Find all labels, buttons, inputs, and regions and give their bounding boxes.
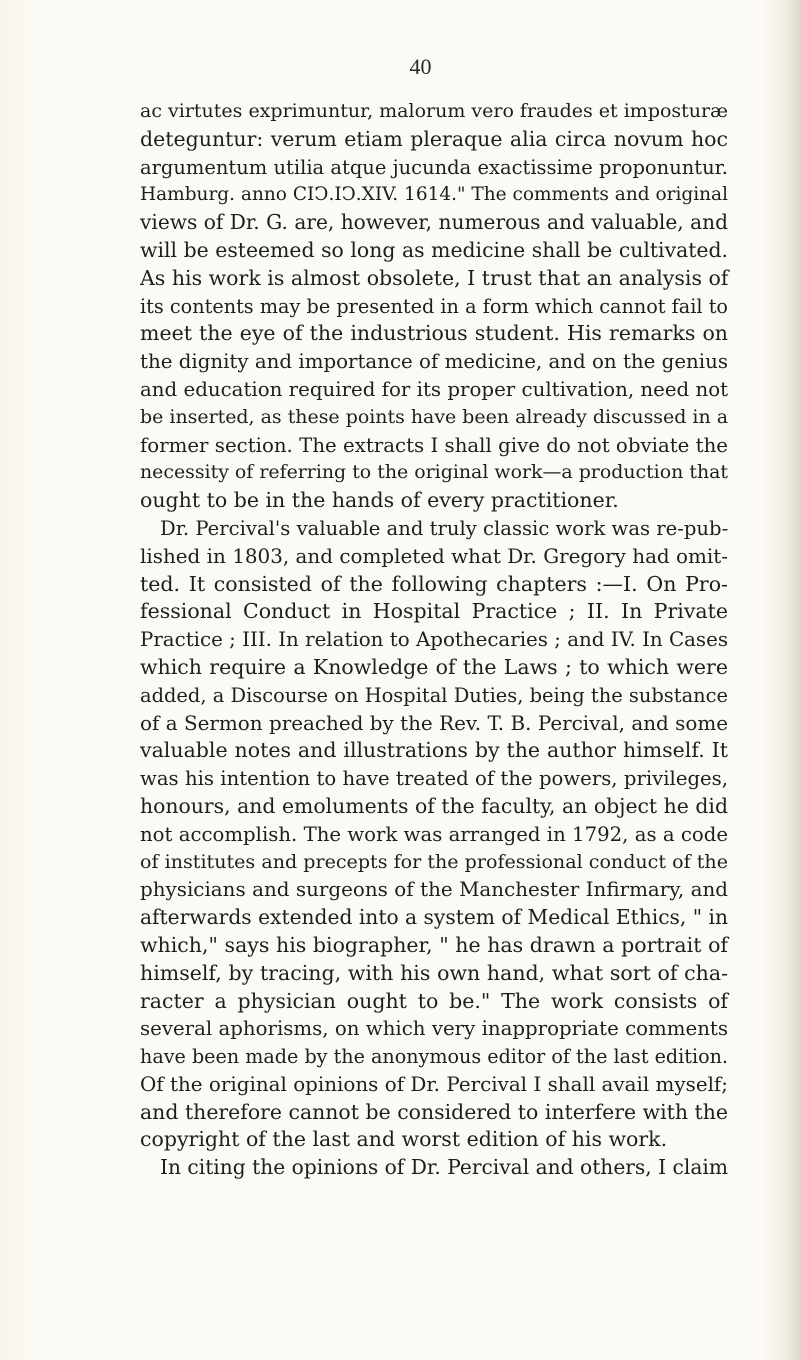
text-line: Of the original opinions of Dr. Percival I shall avail myself; [140,1072,728,1096]
text-line: racter a physician ought to be." The work consists of [140,988,728,1013]
text-line: which require a Knowledge of the Laws ; to which were [140,654,728,679]
text-line: the dignity and importance of medicine, and on the genius [140,350,728,374]
text-line: will be esteemed so long as medicine shall be cultivated. [140,237,728,262]
text-line: former section. The extracts I shall give do not obviate the [140,433,728,457]
text-line: In citing the opinions of Dr. Percival and others, I claim [160,1155,728,1180]
text-line: valuable notes and illustrations by the author himself. It [140,738,728,763]
text-line: several aphorisms, on which very inappropriate comments [140,1017,728,1041]
text-line: physicians and surgeons of the Manchester Infirmary, and [140,878,728,902]
text-line: meet the eye of the industrious student. His remarks on [140,321,728,346]
text-line: of institutes and precepts for the professional conduct of the [140,850,728,873]
text-line: fessional Conduct in Hospital Practice ; II. In Private [140,599,728,624]
text-line: As his work is almost obsolete, I trust that an analysis of [140,265,729,290]
text-line: was his intention to have treated of the powers, privileges, [140,767,728,791]
text-line: of a Sermon preached by the Rev. T. B. Percival, and some [140,711,728,735]
text-line: himself, by tracing, with his own hand, what sort of cha- [140,960,728,985]
text-line: which," says his biographer, " he has drawn a portrait of [140,932,728,957]
text-line: and education required for its proper cultivation, need not [140,377,729,401]
text-line: argumentum utilia atque jucunda exactissime proponuntur. [140,155,728,179]
text-line: not accomplish. The work was arranged in 1792, as a code [140,822,728,846]
text-line: ought to be in the hands of every practitioner. [140,488,619,513]
text-line: Dr. Percival's valuable and truly classic work was re-pub- [160,516,729,540]
text-line: ted. It consisted of the following chapters :—I. On Pro- [140,571,728,596]
text-line: copyright of the last and worst edition of his work. [140,1127,668,1152]
text-line: lished in 1803, and completed what Dr. Gregory had omit- [140,544,728,568]
page-number: 40 [409,54,432,79]
text-line: have been made by the anonymous editor of the last edition. [140,1045,728,1069]
text-line: its contents may be presented in a form which cannot fail to [140,294,728,318]
text-line: deteguntur: verum etiam pleraque alia circa novum hoc [140,126,728,151]
text-line: and therefore cannot be considered to interfere with the [140,1099,728,1124]
text-line: honours, and emoluments of the faculty, an object he did [140,793,728,818]
text-line: necessity of referring to the original work—a production that [140,461,728,484]
text-line: be inserted, as these points have been already discussed in a [140,405,728,428]
text-line: Hamburg. anno CIↃ.IↃ.XIV. 1614." The comments and original [140,184,728,206]
text-line: views of Dr. G. are, however, numerous and valuable, and [140,210,728,235]
text-line: Practice ; III. In relation to Apothecaries ; and IV. In Cases [140,628,728,652]
body-text [140,98,728,1182]
text-line: afterwards extended into a system of Medical Ethics, " in [140,905,728,930]
text-line: ac virtutes exprimuntur, malorum vero fraudes et imposturæ [140,100,728,122]
text-line: added, a Discourse on Hospital Duties, being the substance [140,683,728,707]
